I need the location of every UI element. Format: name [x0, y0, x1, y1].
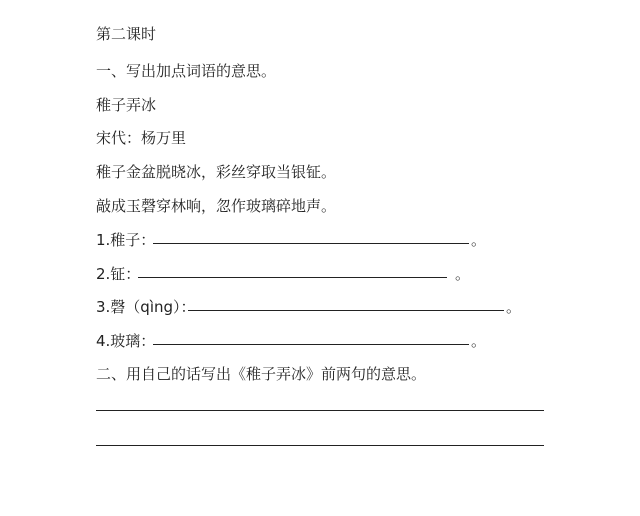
- item-1-answer-blank[interactable]: [153, 243, 469, 244]
- question-2-answer-line-2[interactable]: [96, 445, 544, 446]
- item-1-period: 。: [471, 231, 487, 249]
- item-1-label: 1.稚子：: [96, 231, 156, 249]
- item-2-label: 2.钲：: [96, 265, 141, 283]
- item-2-period: 。: [455, 265, 471, 283]
- question-2-answer-line-1[interactable]: [96, 410, 544, 411]
- poem-title: 稚子弄冰: [96, 96, 157, 114]
- item-4-period: 。: [471, 332, 487, 350]
- item-4-label: 4.玻璃：: [96, 332, 156, 350]
- item-3-answer-blank[interactable]: [188, 310, 504, 311]
- question-2-instruction: 二、用自己的话写出《稚子弄冰》前两句的意思。: [96, 365, 427, 383]
- item-3-label: 3.磬（qìng）：: [96, 298, 196, 316]
- lesson-title: 第二课时: [96, 25, 157, 43]
- item-3-period: 。: [506, 298, 522, 316]
- poem-author: 宋代：杨万里: [96, 129, 187, 147]
- question-1-instruction: 一、写出加点词语的意思。: [96, 62, 277, 80]
- item-4-answer-blank[interactable]: [153, 344, 469, 345]
- poem-verse-1: 稚子金盆脱晓冰，彩丝穿取当银钲。: [96, 163, 337, 181]
- item-2-answer-blank[interactable]: [138, 277, 447, 278]
- poem-verse-2: 敲成玉磬穿林响，忽作玻璃碎地声。: [96, 197, 337, 215]
